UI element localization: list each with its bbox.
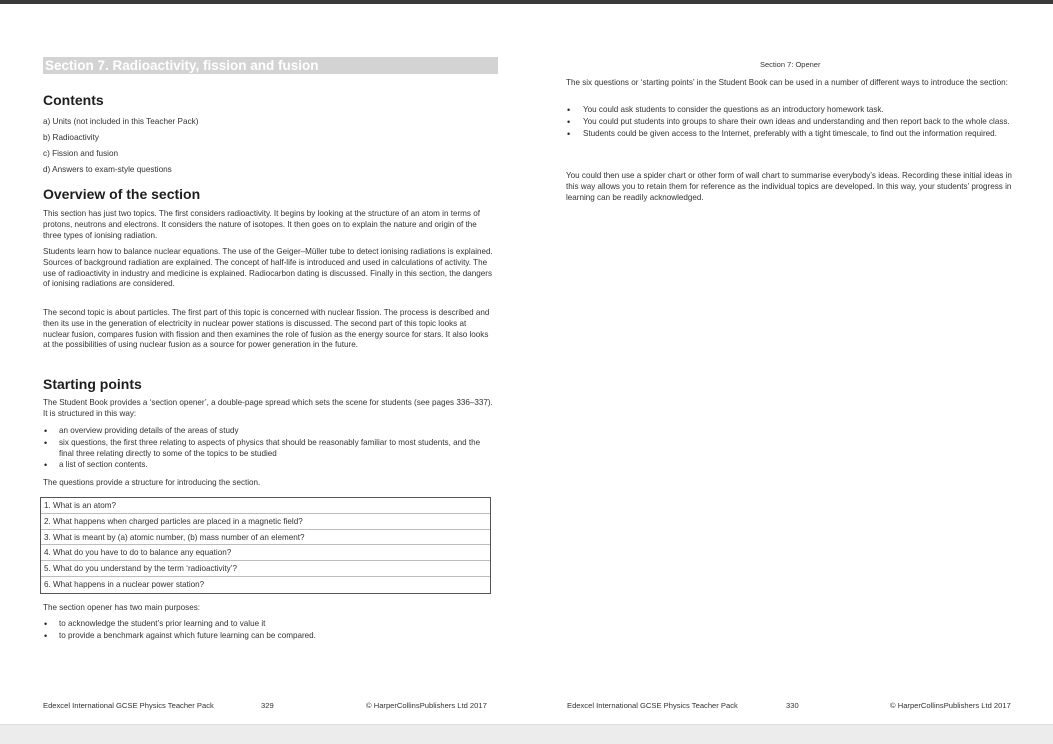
contents-item: c) Fission and fusion [43, 149, 119, 158]
contents-item: a) Units (not included in this Teacher Pack) [43, 117, 199, 126]
question-row: 6. What happens in a nuclear power station? [44, 580, 205, 590]
footer-page-number: 330 [786, 701, 799, 710]
contents-item: d) Answers to exam-style questions [43, 165, 172, 174]
footer-page-number: 329 [261, 701, 274, 710]
section-title-banner: Section 7. Radioactivity, fission and fusion [43, 57, 498, 74]
right-page [527, 4, 1053, 724]
structure-list [43, 426, 493, 472]
footer-copyright: © HarperCollinsPublishers Ltd 2017 [366, 701, 487, 710]
running-head: Section 7: Opener [760, 60, 821, 69]
contents-list [43, 114, 199, 178]
question-row: 1. What is an atom? [41, 498, 490, 514]
starting-points-heading: Starting points [43, 376, 142, 392]
footer-book-title: Edexcel International GCSE Physics Teacher Pack [43, 701, 214, 710]
contents-item: b) Radioactivity [43, 133, 99, 142]
footer-book-title: Edexcel International GCSE Physics Teacher Pack [567, 701, 738, 710]
overview-paragraph: This section has just two topics. The first considers radioactivity. It begins by looking at the structure of an atom in terms of protons, neutrons and electrons. It considers the nature of isotopes. It then goes on to explain the nature and origin of the three types of ionising radiation. [43, 209, 480, 240]
opener-bullet: • You could put students into groups to share their own ideas and understanding and then report back to the whole class. [566, 117, 1026, 128]
opener-bullet: • You could ask students to consider the questions as an introductory homework task. [566, 105, 1026, 116]
question-row: 2. What happens when charged particles are placed in a magnetic field? [41, 514, 490, 530]
opener-intro: The six questions or ‘starting points’ in the Student Book can be used in a number of different ways to introduce the section: [566, 78, 1008, 87]
question-row: 3. What is meant by (a) atomic number, (b) mass number of an element? [41, 530, 490, 546]
starting-points-intro: The Student Book provides a ‘section opener’, a double-page spread which sets the scene for students (see pages 336–337). It is structured in this way: [43, 398, 493, 418]
purposes-intro: The section opener has two main purposes: [43, 603, 201, 612]
viewer-bottom-area [0, 724, 1053, 744]
structure-item: • an overview providing details of the areas of study [43, 426, 493, 437]
questions-table [40, 497, 491, 594]
questions-intro: The questions provide a structure for introducing the section. [43, 478, 261, 487]
overview-heading: Overview of the section [43, 186, 201, 202]
purposes-list [43, 619, 493, 643]
opener-bullets [566, 105, 1026, 140]
left-page [0, 4, 527, 724]
document-spread [0, 4, 1053, 724]
purpose-item: • to acknowledge the student’s prior learning and to value it [43, 619, 493, 630]
overview-paragraph: Students learn how to balance nuclear equations. The use of the Geiger–Müller tube to detect ionising radiations is explained. Sources of background radiation are explained. The concept of half-life is introduced and used in calculations of activity. The use of radioactivity in industry and medicine is explained. Radiocarbon dating is discussed. Finally in this section, the dangers of ionising radiations are considered. [43, 247, 493, 289]
opener-bullet: • Students could be given access to the Internet, preferably with a tight timescale, to find out the information required. [566, 129, 1026, 140]
footer-copyright: © HarperCollinsPublishers Ltd 2017 [890, 701, 1011, 710]
opener-closing: You could then use a spider chart or other form of wall chart to summarise everybody’s ideas. Recording these initial ideas in this way allows you to retain them for reference as the individual topics are developed. In this way, your students’ progress in learning can be readily acknowledged. [566, 171, 1012, 202]
structure-item: • a list of section contents. [43, 460, 493, 471]
contents-heading: Contents [43, 92, 104, 108]
structure-item: • six questions, the first three relating to aspects of physics that should be reasonably familiar to most students, and the final three relating directly to some of the topics to be studied [43, 438, 493, 460]
question-row: 5. What do you understand by the term ‘radioactivity’? [41, 561, 490, 577]
purpose-item: • to provide a benchmark against which future learning can be compared. [43, 631, 493, 642]
overview-paragraph: The second topic is about particles. The first part of this topic is concerned with nuclear fission. The process is described and then its use in the generation of electricity in nuclear power stations is discussed. The second part of this topic looks at nuclear fusion, compares fusion with fission and then examines the role of fusion as the energy source for stars. It also looks at the possibilities of using nuclear fusion as a source for power generation in the future. [43, 308, 490, 350]
question-row: 4. What do you have to do to balance any equation? [41, 545, 490, 561]
